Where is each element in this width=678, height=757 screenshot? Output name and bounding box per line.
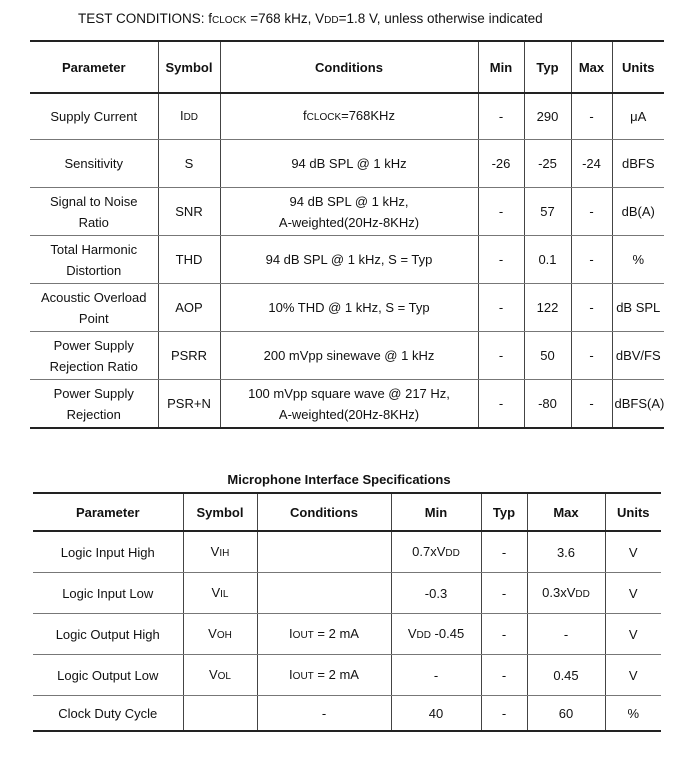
table-row (33, 655, 661, 696)
header-symbol: Symbol (183, 493, 257, 531)
cell-max: 0.45 (527, 655, 605, 696)
cell-min (391, 614, 481, 655)
cell-min: - (478, 332, 524, 380)
cell-conditions (220, 380, 478, 429)
header-parameter: Parameter (33, 493, 183, 531)
cell-symbol (183, 531, 257, 573)
cell-units: dBFS (612, 140, 664, 188)
conditions-text: 94 dB SPL @ 1 kHz (291, 156, 407, 171)
tc-mid: =768 kHz, V (246, 11, 325, 26)
cell-units: μA (612, 93, 664, 140)
header-typ: Typ (524, 41, 571, 93)
symbol-text: V (210, 543, 220, 559)
conditions-text: A-weighted(20Hz-8KHz) (278, 406, 420, 422)
parameter-text: Point (78, 310, 109, 326)
cell-typ: -25 (524, 140, 571, 188)
header-min: Min (478, 41, 524, 93)
cell-parameter: Logic Output Low (33, 655, 183, 696)
header-conditions: Conditions (220, 41, 478, 93)
cell-conditions (257, 531, 391, 573)
cell-symbol (183, 614, 257, 655)
cell-conditions (220, 93, 478, 140)
cell-parameter (30, 140, 158, 188)
cell-max: - (571, 93, 612, 140)
conditions-text: I (289, 666, 293, 682)
symbol-text: V (211, 584, 221, 600)
cell-min: - (478, 188, 524, 236)
parameter-text: Rejection (66, 406, 121, 422)
cell-min (391, 531, 481, 573)
table-row (30, 236, 664, 284)
cell-max: - (571, 188, 612, 236)
cell-parameter: Clock Duty Cycle (58, 705, 158, 721)
min-rest: -0.45 (430, 625, 465, 641)
cell-max: -24 (571, 140, 612, 188)
cell-units: dBV/FS (612, 332, 664, 380)
cell-conditions (220, 140, 478, 188)
cell-units: V (605, 531, 661, 573)
parameter-text: Total Harmonic (50, 241, 138, 257)
cell-typ: 50 (524, 332, 571, 380)
cell-min: - (478, 380, 524, 429)
conditions-rest: = 2 mA (313, 625, 359, 641)
interface-spec-table (33, 492, 661, 732)
cell-parameter (30, 236, 158, 284)
cell-typ: 57 (524, 188, 571, 236)
cell-symbol: PSR+N (158, 380, 220, 429)
cell-min: - (478, 236, 524, 284)
cell-parameter: Logic Output High (33, 614, 183, 655)
min-text: 0.7xV (412, 543, 446, 559)
table-row (33, 614, 661, 655)
cell-typ: - (481, 573, 527, 614)
conditions-text: I (289, 625, 293, 641)
cell-units: dBFS(A) (612, 380, 664, 429)
parameter-text: Sensitivity (64, 156, 124, 171)
table-header-row (30, 41, 664, 93)
cell-conditions (220, 236, 478, 284)
cell-max: - (571, 332, 612, 380)
table-row (30, 380, 664, 429)
parameter-text: Power Supply (53, 385, 134, 401)
header-min: Min (391, 493, 481, 531)
parameter-text: Distortion (66, 262, 122, 278)
parameter-text: Acoustic Overload (41, 289, 147, 305)
cell-units: V (605, 573, 661, 614)
table-row (30, 284, 664, 332)
cell-units: % (612, 236, 664, 284)
symbol-text: V (208, 625, 217, 641)
cell-symbol (183, 573, 257, 614)
conditions-sub: OUT (292, 629, 314, 641)
cell-max: 60 (527, 696, 605, 732)
cell-max: - (571, 284, 612, 332)
cell-min: -26 (478, 140, 524, 188)
tc-prefix: TEST CONDITIONS: f (78, 11, 213, 26)
header-conditions: Conditions (257, 493, 391, 531)
tc-suffix: =1.8 V, unless otherwise indicated (338, 11, 543, 26)
conditions-text: 94 dB SPL @ 1 kHz, S = Typ (265, 252, 433, 267)
table-row (30, 140, 664, 188)
interface-spec-title: Microphone Interface Specifications (227, 472, 451, 487)
cell-conditions (257, 655, 391, 696)
table-row (33, 696, 661, 732)
cell-max: 3.6 (527, 531, 605, 573)
conditions-text: 100 mVpp square wave @ 217 Hz, (248, 385, 450, 401)
symbol-sub: OL (217, 670, 231, 682)
table-row (30, 93, 664, 140)
conditions-sub: CLOCK (306, 112, 342, 123)
conditions-rest: =768KHz (341, 108, 395, 123)
cell-max: - (527, 614, 605, 655)
cell-typ: 122 (524, 284, 571, 332)
cell-parameter (30, 332, 158, 380)
cell-symbol: PSRR (158, 332, 220, 380)
cell-conditions (257, 573, 391, 614)
cell-symbol (158, 93, 220, 140)
symbol-sub: OH (216, 629, 232, 641)
cell-min: -0.3 (391, 573, 481, 614)
cell-symbol: AOP (158, 284, 220, 332)
symbol-text: I (179, 108, 184, 123)
table-row (30, 332, 664, 380)
test-conditions (78, 11, 543, 26)
conditions-sub: OUT (292, 670, 314, 682)
cell-typ: - (481, 531, 527, 573)
max-sub: DD (575, 588, 590, 600)
header-max: Max (527, 493, 605, 531)
header-max: Max (571, 41, 612, 93)
cell-max: - (571, 236, 612, 284)
conditions-text: 10% THD @ 1 kHz, S = Typ (268, 300, 430, 315)
cell-parameter: Logic Input High (33, 531, 183, 573)
cell-units: dB SPL (612, 284, 664, 332)
cell-max: - (571, 380, 612, 429)
parameter-text: Signal to Noise (50, 193, 138, 209)
parameter-text: Rejection Ratio (49, 358, 138, 374)
cell-typ: 0.1 (524, 236, 571, 284)
cell-min: - (478, 93, 524, 140)
cell-typ: 290 (524, 93, 571, 140)
cell-min: - (478, 284, 524, 332)
symbol-sub: DD (183, 112, 199, 123)
header-units: Units (612, 41, 664, 93)
cell-typ: - (481, 614, 527, 655)
min-text: V (407, 625, 417, 641)
cell-max (527, 573, 605, 614)
cell-units: V (605, 655, 661, 696)
min-sub: DD (416, 629, 431, 641)
cell-symbol: SNR (158, 188, 220, 236)
header-parameter: Parameter (30, 41, 158, 93)
min-sub: DD (445, 547, 460, 559)
table-header-row (33, 493, 661, 531)
symbol-sub: IH (219, 547, 230, 559)
cell-conditions (220, 284, 478, 332)
cell-units: % (605, 696, 661, 732)
cell-conditions (220, 188, 478, 236)
cell-parameter: Logic Input Low (33, 573, 183, 614)
cell-min: 40 (391, 696, 481, 732)
conditions-text: f (303, 108, 307, 123)
conditions-text: A-weighted(20Hz-8KHz) (278, 214, 420, 230)
cell-conditions (220, 332, 478, 380)
conditions-text: 200 mVpp sinewave @ 1 kHz (263, 348, 435, 363)
cell-symbol: THD (158, 236, 220, 284)
cell-symbol (183, 655, 257, 696)
cell-parameter (30, 380, 158, 429)
cell-min: - (391, 655, 481, 696)
cell-parameter (30, 284, 158, 332)
tc-dd-sub: DD (324, 15, 339, 26)
table-row (33, 531, 661, 573)
conditions-text: 94 dB SPL @ 1 kHz, (289, 193, 409, 209)
table-row (30, 188, 664, 236)
cell-parameter (30, 93, 158, 140)
cell-symbol: S (158, 140, 220, 188)
tc-clock-sub: CLOCK (212, 15, 247, 26)
cell-symbol (183, 696, 257, 732)
header-symbol: Symbol (158, 41, 220, 93)
conditions-rest: = 2 mA (313, 666, 359, 682)
parameter-text: Power Supply (53, 337, 134, 353)
max-text: 0.3xV (542, 584, 576, 600)
cell-parameter (30, 188, 158, 236)
parameter-text: Ratio (78, 214, 109, 230)
cell-units: V (605, 614, 661, 655)
cell-typ: - (481, 696, 527, 732)
cell-units: dB(A) (612, 188, 664, 236)
header-units: Units (605, 493, 661, 531)
header-typ: Typ (481, 493, 527, 531)
cell-conditions (257, 614, 391, 655)
symbol-text: V (208, 666, 218, 682)
parameter-text: Supply Current (50, 109, 138, 124)
table-row (33, 573, 661, 614)
acoustic-spec-table (30, 40, 664, 429)
cell-conditions: - (257, 696, 391, 732)
symbol-sub: IL (220, 588, 229, 600)
cell-typ: - (481, 655, 527, 696)
cell-typ: -80 (524, 380, 571, 429)
